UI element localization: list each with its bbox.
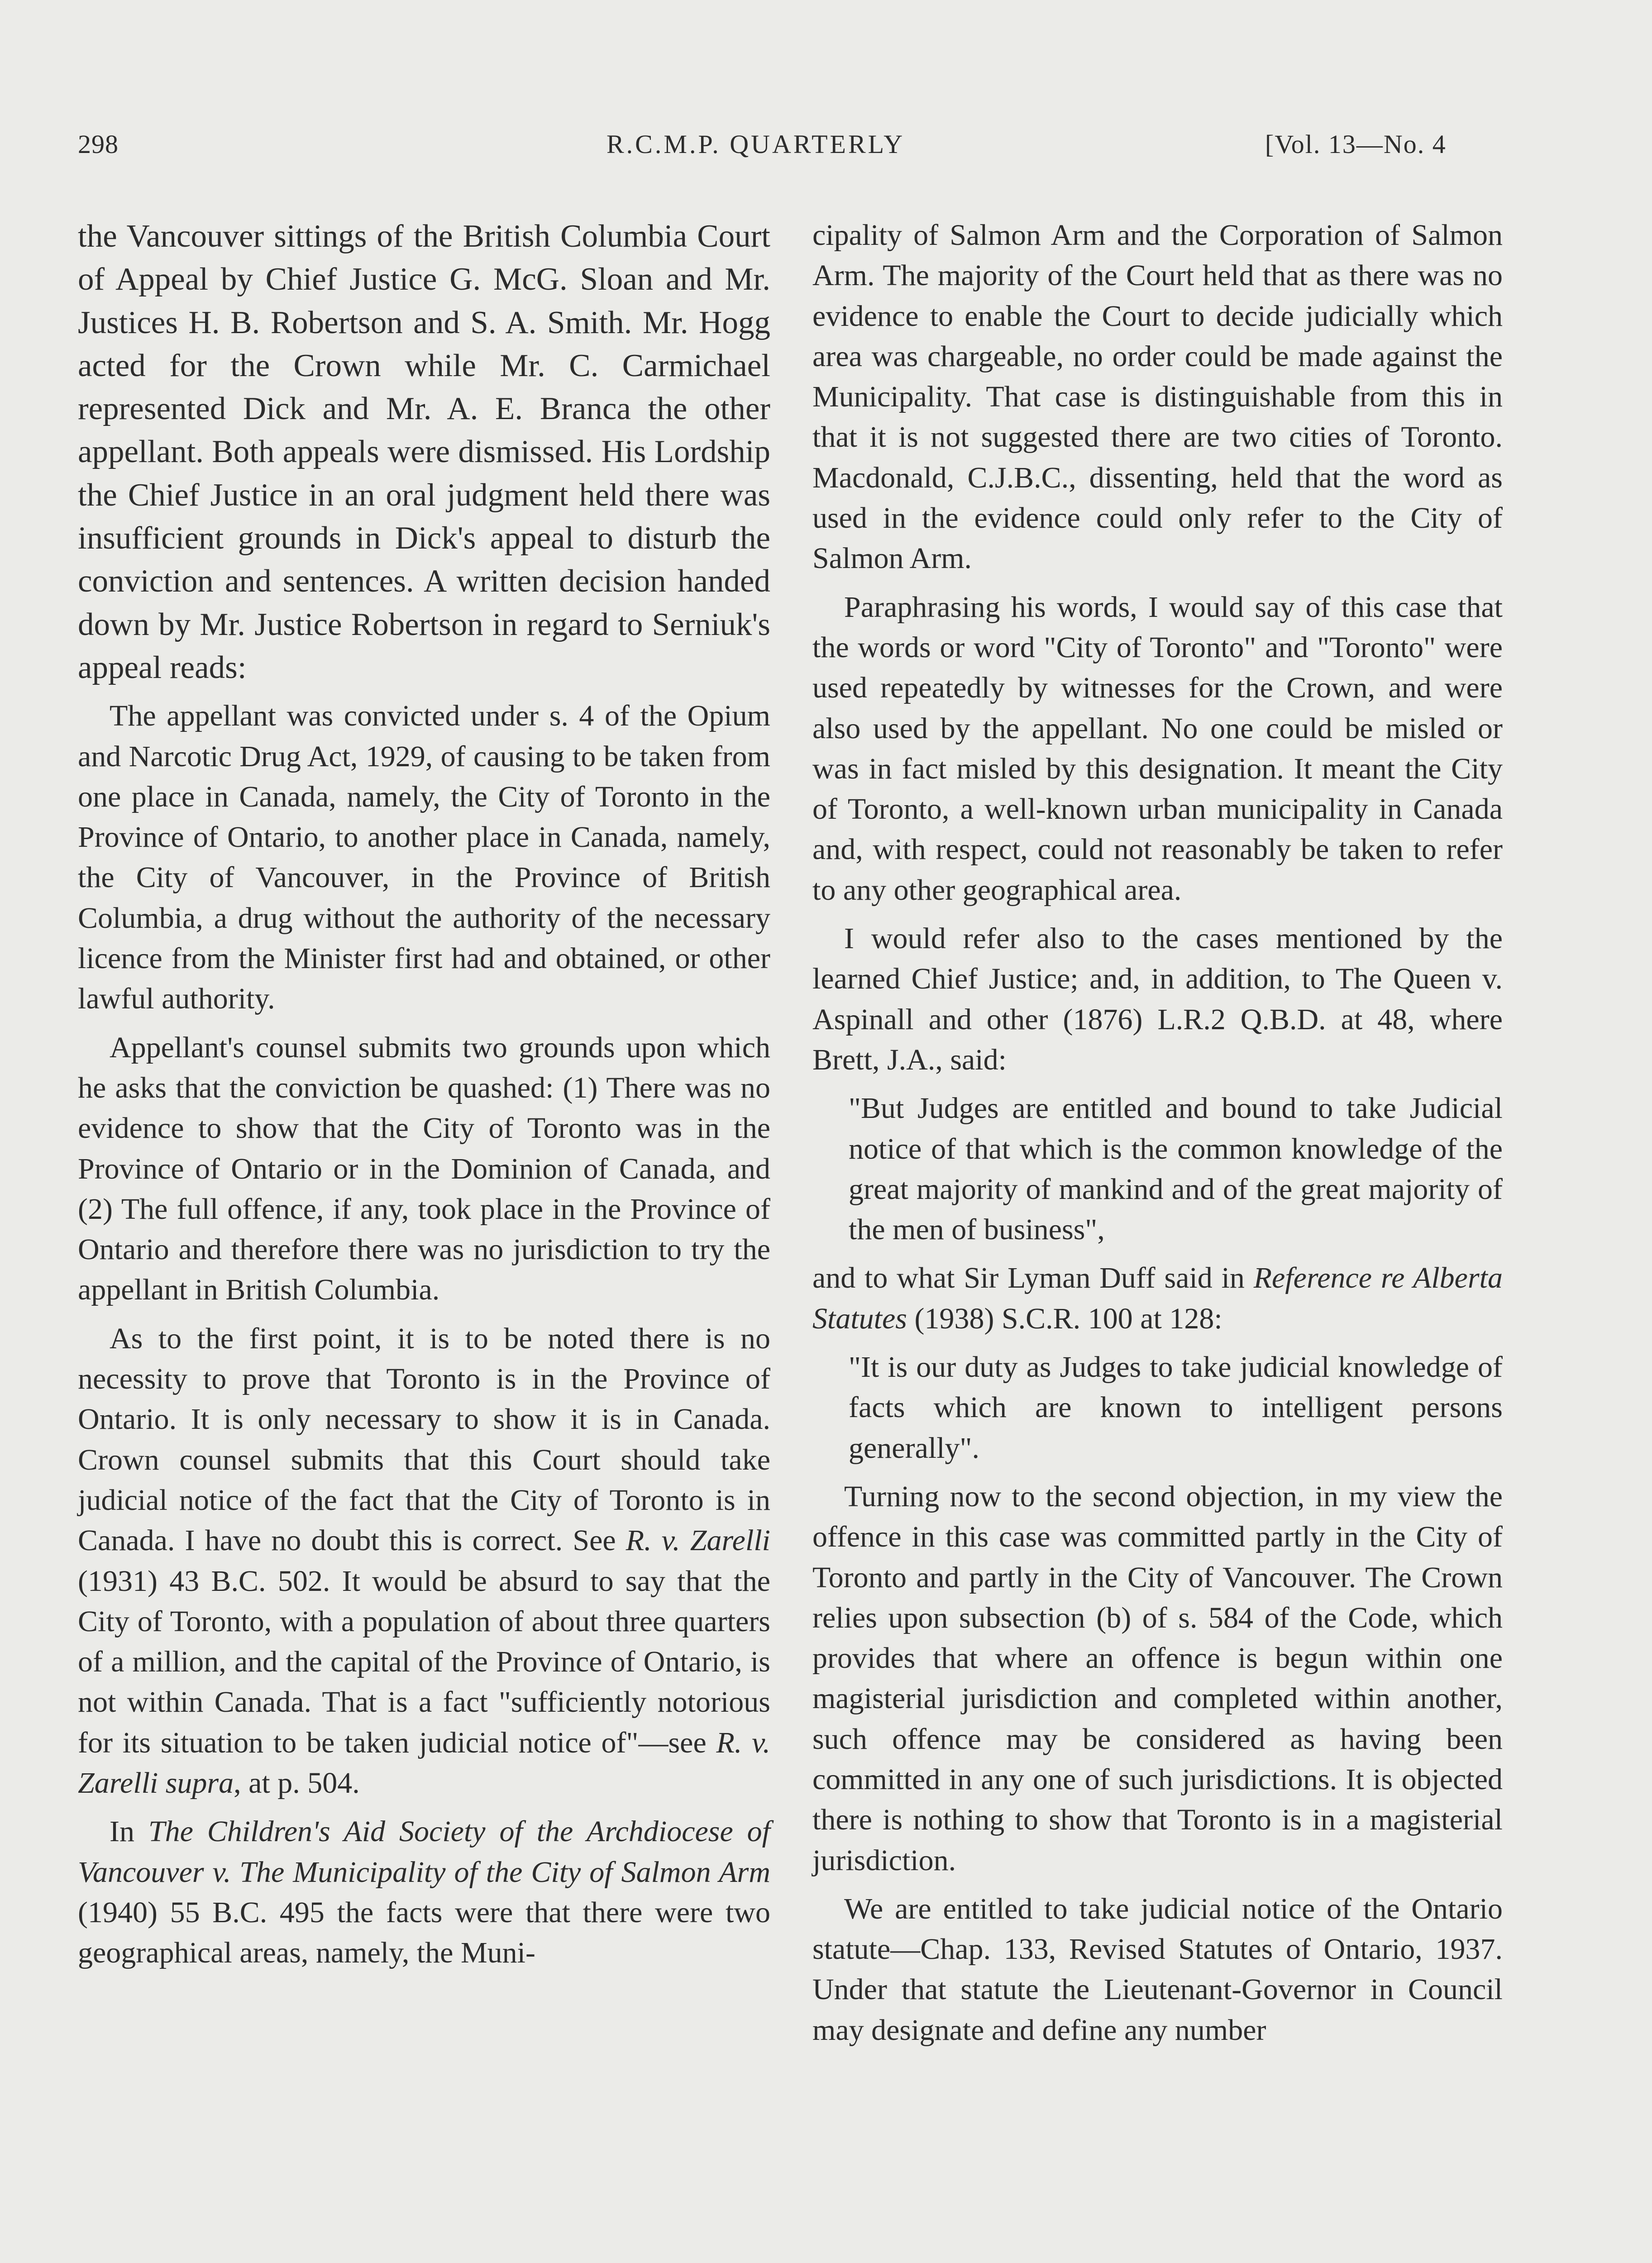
quoted-paragraph: We are entitled to take judicial notice of the Ontario statute—Chap. 133, Revised Statutes of Ontario, 1937. Under that statute the Lieutenant-Governor in Council may designate and define any number — [812, 1892, 1503, 2047]
case-citation: R. v. Zarelli supra — [78, 1726, 770, 1800]
running-title: R.C.M.P. QUARTERLY — [606, 129, 905, 159]
quoted-paragraph — [78, 1318, 770, 1804]
text-run: In — [110, 1815, 148, 1848]
text-run: As to the first point, it is to be noted there is no necessity to prove that Toronto is in the Province of Ontario. It is only necessary to show it is in Canada. Crown counsel submits that this Court should take judicial notice of the fact that the City of Toronto is in Canada. I have no doubt this is correct. See — [78, 1322, 770, 1557]
text-run: (1940) 55 B.C. 495 the facts were that there were two geographical areas, namely, the Muni- — [78, 1895, 770, 1970]
paragraph: the Vancouver sittings of the British Columbia Court of Appeal by Chief Justice G. McG. Sloan and Mr. Justices H. B. Robertson and S. A. Smith. Mr. Hogg acted for the Crown while Mr. C. Carmichael represented Dick and Mr. A. E. Branca the other appellant. Both appeals were dismissed. His Lordship the Chief Justice in an oral judgment held there was insufficient grounds in Dick's appeal to disturb the conviction and sentences. A written decision handed down by Mr. Justice Robertson in regard to Serniuk's appeal reads: — [78, 219, 770, 685]
quoted-paragraph — [812, 1258, 1503, 1339]
quoted-paragraph: I would refer also to the cases mentioned by the learned Chief Justice; and, in addition, to The Queen v. Aspinall and other (1876) L.R.2 Q.B.D. at 48, where Brett, J.A., said: — [812, 922, 1503, 1076]
right-column — [812, 215, 1503, 2058]
quoted-paragraph — [78, 1811, 770, 1973]
quoted-paragraph: Paraphrasing his words, I would say of this case that the words or word "City of Toronto" and "Toronto" were used repeatedly by witnesses for the Crown, and were also used by the appellant. No one could be misled or was in fact misled by this designation. It meant the City of Toronto, a well-known urban municipality in Canada and, with respect, could not reasonably be taken to refer to any other geographical area. — [812, 590, 1503, 907]
quoted-paragraph: Turning now to the second objection, in my view the offence in this case was committed partly in the City of Toronto and partly in the City of Vancouver. The Crown relies upon subsection (b) of s. 584 of the Code, which provides that where an offence is begun within one magisterial jurisdiction and completed within another, such offence may be considered as having been committed in any one of such jurisdictions. It is objected there is nothing to show that Toronto is in a magisterial jurisdiction. — [812, 1480, 1503, 1877]
volume-issue: [Vol. 13—No. 4 — [1265, 129, 1447, 159]
left-column — [78, 215, 770, 1981]
text-run: (1931) 43 B.C. 502. It would be absurd to say that the City of Toronto, with a population of about three quarters of a million, and the capital of the Province of Ontario, is not within Canada. That is a fact "sufficiently notorious for its situation to be taken judicial notice of"—see — [78, 1564, 770, 1759]
block-quote: "It is our duty as Judges to take judicial knowledge of facts which are known to intelligent persons generally". — [849, 1351, 1503, 1465]
case-citation: R. v. Zarelli — [625, 1524, 770, 1557]
text-run: and to what Sir Lyman Duff said in — [812, 1261, 1254, 1295]
quoted-paragraph: cipality of Salmon Arm and the Corporation of Salmon Arm. The majority of the Court held that as there was no evidence to enable the Court to decide judicially which area was chargeable, no order could be made against the Municipality. That case is distinguishable from this in that it is not suggested there are two cities of Toronto. Macdonald, C.J.B.C., dissenting, held that the word as used in the evidence could only refer to the City of Salmon Arm. — [812, 219, 1503, 575]
case-citation: The Children's Aid Society of the Archdiocese of Vancouver v. The Municipality of the City of Salmon Arm — [78, 1815, 770, 1889]
block-quote: "But Judges are entitled and bound to take Judicial notice of that which is the common knowledge of the great majority of mankind and of the great majority of the men of business", — [849, 1092, 1503, 1246]
page-header — [0, 129, 1652, 170]
quoted-paragraph: The appellant was convicted under s. 4 of the Opium and Narcotic Drug Act, 1929, of causing to be taken from one place in Canada, namely, the City of Toronto in the Province of Ontario, to another place in Canada, namely, the City of Vancouver, in the Province of British Columbia, a drug without the authority of the necessary licence from the Minister first had and obtained, or other lawful authority. — [78, 699, 770, 1016]
quoted-paragraph: Appellant's counsel submits two grounds upon which he asks that the conviction be quashed: (1) There was no evidence to show that the City of Toronto was in the Province of Ontario or in the Dominion of Canada, and (2) The full offence, if any, took place in the Province of Ontario and therefore there was no jurisdiction to try the appellant in British Columbia. — [78, 1031, 770, 1307]
text-run: , at p. 504. — [234, 1766, 360, 1800]
page-number: 298 — [78, 129, 119, 159]
text-run: (1938) S.C.R. 100 at 128: — [907, 1302, 1222, 1335]
case-citation: Reference re Alberta Statutes — [812, 1261, 1503, 1335]
